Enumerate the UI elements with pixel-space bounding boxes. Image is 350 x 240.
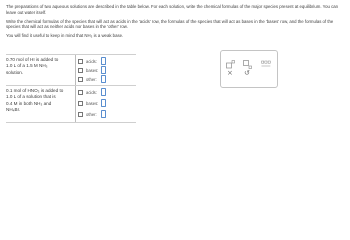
formula-toolbar [220, 50, 278, 88]
solution-1-line: 1.0 L of a 1.5 M NH₃ [6, 63, 48, 69]
table-divider [75, 54, 76, 122]
undo-button[interactable]: ↺ [244, 69, 250, 77]
solution-2-bases-row [78, 99, 106, 107]
more-icon[interactable] [261, 56, 271, 74]
checkbox[interactable] [78, 90, 83, 95]
acids-input[interactable] [101, 88, 106, 95]
instructions-paragraph-3: You will find it useful to keep in mind that NH₃ is a weak base. [6, 33, 124, 39]
solution-1-acids-row [78, 57, 106, 65]
checkbox[interactable] [78, 101, 83, 106]
clear-button[interactable]: × [227, 69, 233, 77]
checkbox[interactable] [78, 59, 83, 64]
instructions [6, 4, 346, 42]
bases-label: bases: [86, 100, 99, 106]
solution-2-line: 0.1 mol of HNO₃ is added to [6, 88, 64, 93]
solution-1-bases-row [78, 66, 106, 74]
solution-2-line: NH₄Br. [6, 107, 21, 113]
solution-1-line: 0.70 mol of HI is added to [6, 57, 59, 62]
checkbox[interactable] [78, 77, 83, 82]
bases-input[interactable] [101, 99, 106, 106]
checkbox[interactable] [78, 68, 83, 73]
solution-2-description [6, 88, 72, 114]
other-label: other: [86, 111, 97, 117]
instructions-paragraph-1: The preparations of two aqueous solutions are described in the table below. For each solution, write the chemical formulas of the major species present at equilibrium. You can leave out water itself. [6, 4, 339, 15]
solution-2-line: 0.4 M in both NH₃ and [6, 100, 52, 106]
table-row-divider [6, 85, 136, 86]
other-input[interactable] [101, 75, 106, 82]
table-bottom-border [6, 122, 136, 123]
solution-1-line: solution. [6, 69, 24, 75]
solution-2-acids-row [78, 88, 106, 96]
acids-label: acids: [86, 58, 97, 64]
solution-2-line: 1.0 L of a solution that is [6, 94, 56, 100]
solution-2-other-row [78, 110, 106, 118]
other-label: other: [86, 76, 97, 82]
bases-input[interactable] [101, 66, 106, 73]
solution-1-description [6, 57, 72, 76]
bases-label: bases: [86, 67, 99, 73]
checkbox[interactable] [78, 112, 83, 117]
solution-1-other-row [78, 75, 106, 83]
instructions-paragraph-2: Write the chemical formulas of the species that will act as acids in the 'acids' row, the formulas of the species that will act as bases in the 'bases' row, and the formulas of the species that will act as neither acids nor bases in the 'other' row. [6, 18, 334, 30]
table-top-border [6, 54, 136, 55]
acids-input[interactable] [101, 57, 106, 64]
acids-label: acids: [86, 89, 97, 95]
other-input[interactable] [101, 110, 106, 117]
